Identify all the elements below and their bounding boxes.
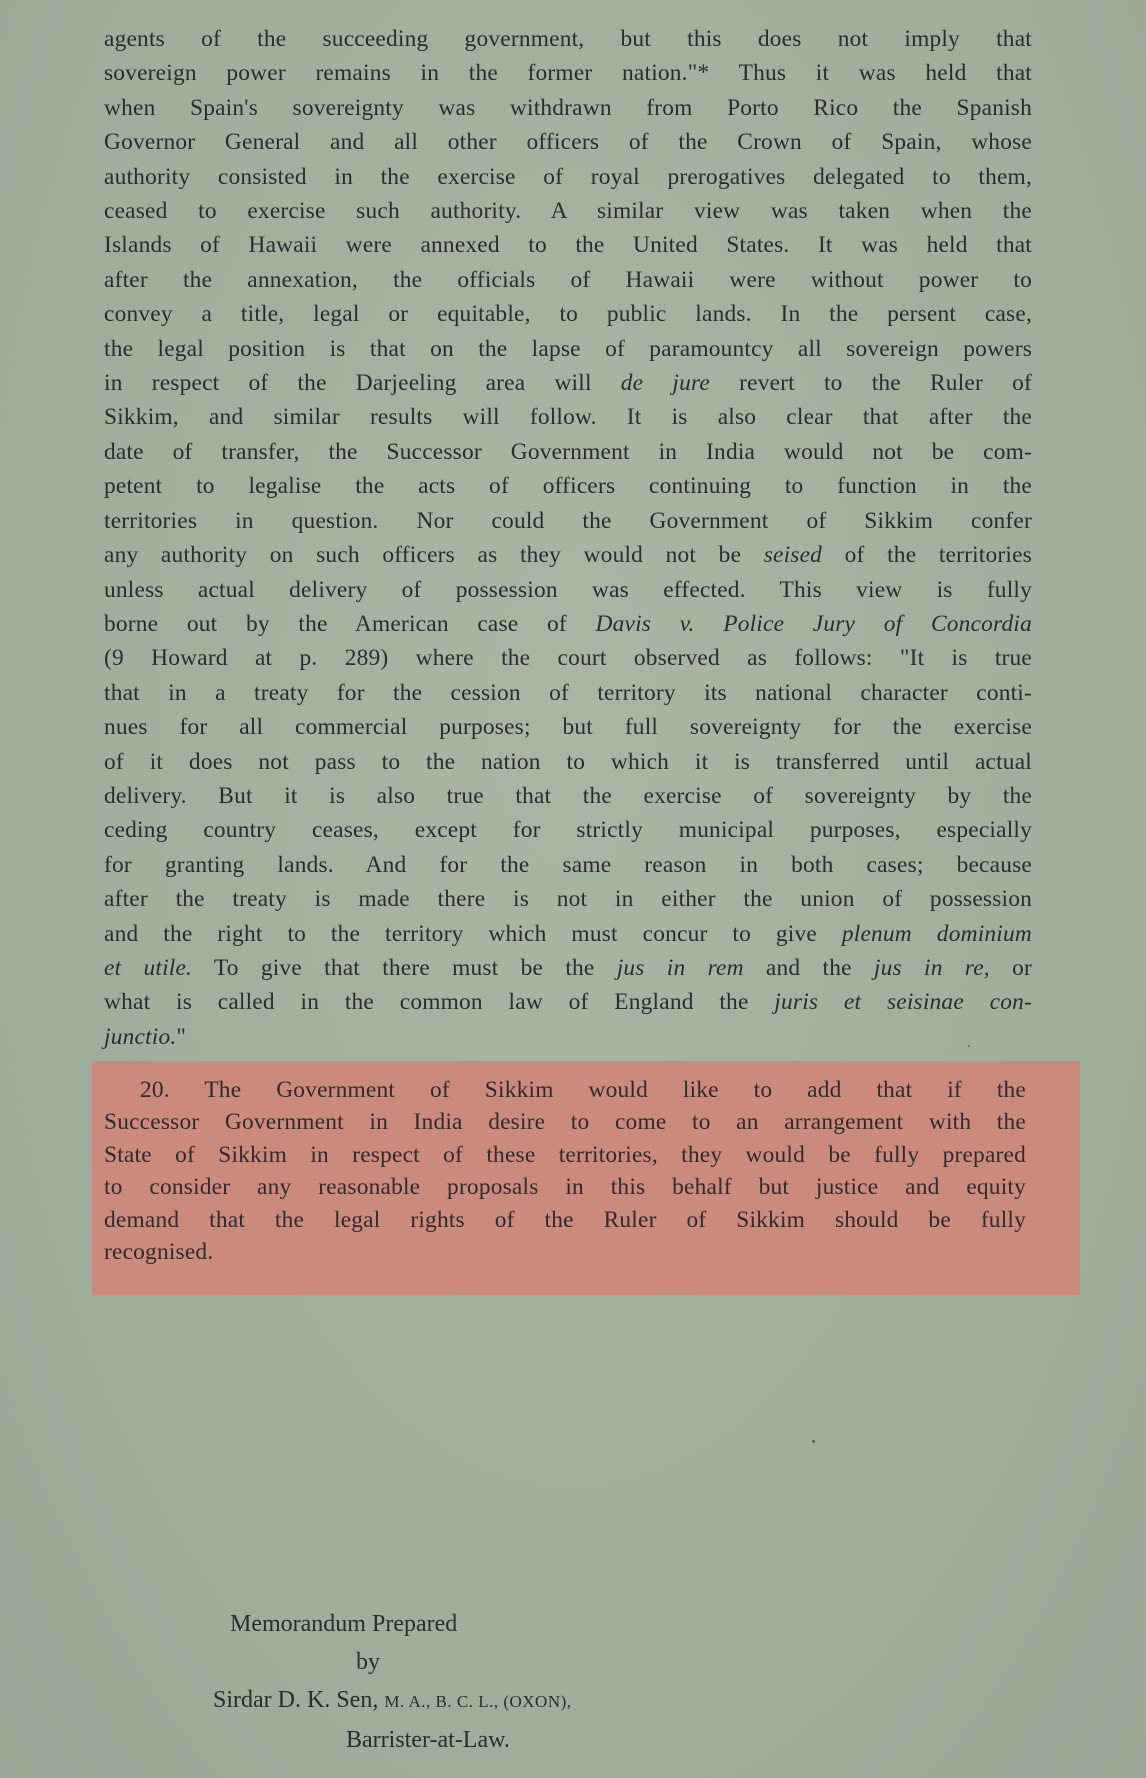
text-line xyxy=(104,607,1032,641)
text-line: after the annexation, the officials of Hawaii were without power to xyxy=(104,266,1032,293)
text-line: (9 Howard at p. 289) where the court observed as follows: "It is true xyxy=(104,645,1032,672)
text-line: 20. The Government of Sikkim would like to add that if the xyxy=(140,1077,1026,1103)
text-run: and the right to the territory which must concur to give xyxy=(104,920,817,947)
author-line xyxy=(200,1681,800,1721)
text-line: demand that the legal rights of the Ruler of Sikkim should be fully xyxy=(104,1206,1026,1233)
text-line: agents of the succeeding government, but this does not imply that xyxy=(104,26,1032,52)
text-line: Islands of Hawaii were annexed to the United States. It was held that xyxy=(104,232,1032,259)
text-run: To give that there must be the xyxy=(213,954,595,981)
italic-term: jus in rem xyxy=(616,954,744,981)
italic-term: jus in re, xyxy=(873,954,990,981)
text-line xyxy=(104,985,1032,1019)
paragraph-20 xyxy=(104,1074,1026,1268)
author-name: Sirdar D. K. Sen, xyxy=(213,1687,379,1713)
footer-line: Memorandum Prepared xyxy=(230,1611,458,1637)
text-line: recognised. xyxy=(104,1239,214,1266)
memorandum-signature xyxy=(200,1605,800,1759)
text-line: the legal position is that on the lapse of paramountcy all sovereign powers xyxy=(104,335,1032,362)
italic-term: juris et seisinae con- xyxy=(774,989,1032,1016)
text-run: what is called in the common law of England the xyxy=(104,989,749,1016)
italic-term: seised xyxy=(763,542,823,569)
text-line: when Spain's sovereignty was withdrawn from Porto Rico the Spanish xyxy=(104,94,1032,121)
text-line: date of transfer, the Successor Government in India would not be com- xyxy=(104,438,1032,465)
text-line xyxy=(104,1020,1032,1054)
text-run: borne out by the American case of xyxy=(104,610,567,637)
text-line: convey a title, legal or equitable, to public lands. In the persent case, xyxy=(104,301,1032,328)
text-line: petent to legalise the acts of officers continuing to function in the xyxy=(104,473,1032,500)
text-line xyxy=(104,917,1032,951)
text-line xyxy=(104,366,1032,400)
text-line: ceased to exercise such authority. A similar view was taken when the xyxy=(104,198,1032,225)
text-line: of it does not pass to the nation to which it is transferred until actual xyxy=(104,748,1032,775)
text-line: authority consisted in the exercise of royal prerogatives delegated to them, xyxy=(104,163,1032,190)
case-name: Davis v. Police Jury of Concordia xyxy=(595,610,1032,637)
paper-speck xyxy=(968,1045,970,1047)
text-line: sovereign power remains in the former nation."* Thus it was held that xyxy=(104,60,1032,87)
text-run: or xyxy=(1012,954,1032,981)
text-line: territories in question. Nor could the Government of Sikkim confer xyxy=(104,507,1032,534)
text-line: Sikkim, and similar results will follow. It is also clear that after the xyxy=(104,404,1032,431)
text-run: of the territories xyxy=(844,542,1032,569)
text-line: Governor General and all other officers of the Crown of Spain, whose xyxy=(104,129,1032,156)
text-run: in respect of the Darjeeling area will xyxy=(104,370,592,397)
italic-term: et utile. xyxy=(104,954,193,981)
text-line: Successor Government in India desire to come to an arrangement with the xyxy=(104,1109,1026,1136)
paper-speck xyxy=(812,1440,815,1443)
text-run: and the xyxy=(765,954,852,981)
body-paragraph xyxy=(104,22,1032,1054)
text-line: that in a treaty for the cession of territory its national character conti- xyxy=(104,679,1032,706)
text-line: to consider any reasonable proposals in this behalf but justice and equity xyxy=(104,1174,1026,1201)
text-line: for granting lands. And for the same reason in both cases; because xyxy=(104,851,1032,878)
text-line: unless actual delivery of possession was effected. This view is fully xyxy=(104,576,1032,603)
author-degrees: M. A., B. C. L., (OXON), xyxy=(384,1692,572,1711)
italic-term: junctio. xyxy=(104,1023,177,1050)
text-run: revert to the Ruler of xyxy=(739,370,1032,397)
text-line: nues for all commercial purposes; but full sovereignty for the exercise xyxy=(104,714,1032,741)
text-line: State of Sikkim in respect of these territories, they would be fully prepared xyxy=(104,1141,1026,1168)
text-line xyxy=(104,951,1032,985)
text-run: any authority on such officers as they would not be xyxy=(104,542,742,569)
text-line: after the treaty is made there is not in either the union of possession xyxy=(104,886,1032,913)
footer-line: Barrister-at-Law. xyxy=(346,1727,510,1753)
text-line: ceding country ceases, except for strictly municipal purposes, especially xyxy=(104,817,1032,844)
text-run: " xyxy=(176,1023,187,1050)
italic-term: de jure xyxy=(620,370,710,397)
text-line xyxy=(104,538,1032,572)
italic-term: plenum dominium xyxy=(841,920,1032,947)
text-line: delivery. But it is also true that the exercise of sovereignty by the xyxy=(104,782,1032,809)
footer-line: by xyxy=(356,1649,380,1675)
